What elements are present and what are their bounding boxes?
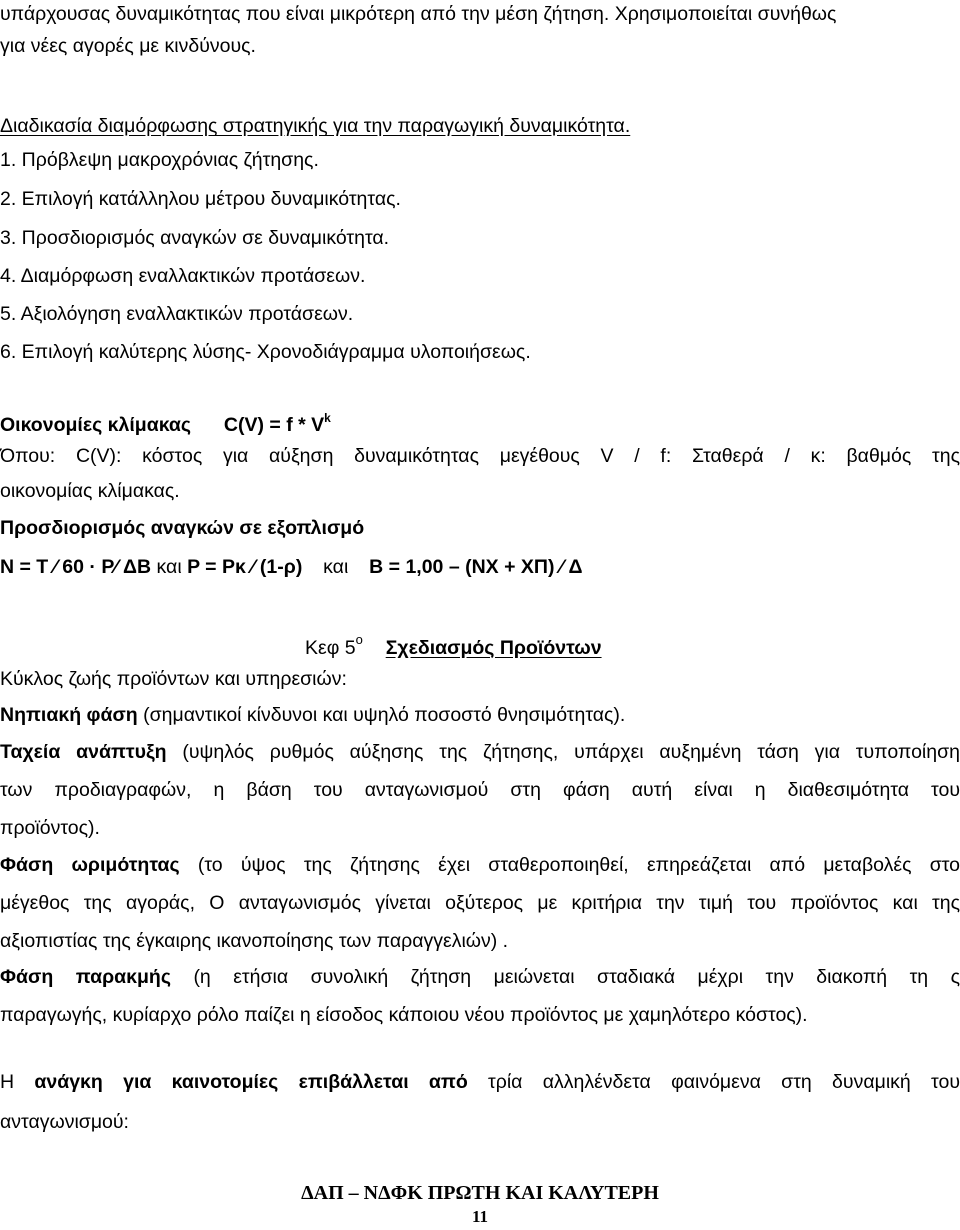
process-step-1: 1. Πρόβλεψη μακροχρόνιας ζήτησης. (0, 149, 319, 171)
lifecycle-intro: Κύκλος ζωής προϊόντων και υπηρεσιών: (0, 668, 347, 690)
phase-maturity-line-2: μέγεθος της αγοράς, Ο ανταγωνισμός γίνεται οξύτερος με κριτήρια την τιμή του προϊόντος και της (0, 892, 960, 914)
chapter-heading (305, 628, 602, 660)
infancy-text: (σημαντικοί κίνδυνοι και υψηλό ποσοστό θνησιμότητας). (137, 704, 626, 726)
innovation-pre: Η (0, 1071, 35, 1093)
infancy-term: Νηπιακή φάση (0, 704, 138, 726)
scale-heading: Οικονομίες κλίμακας (0, 414, 192, 436)
phase-growth-line-1 (0, 740, 960, 764)
scale-heading-line (0, 406, 331, 437)
chapter-label-sup: ο (355, 632, 363, 647)
process-step-2: 2. Επιλογή κατάλληλου μέτρου δυναμικότητας. (0, 188, 401, 210)
where-word: μεγέθους (499, 445, 580, 467)
process-step-4: 4. Διαμόρφωση εναλλακτικών προτάσεων. (0, 265, 366, 287)
phase-growth-line-3: προϊόντος). (0, 817, 100, 839)
growth-term: Ταχεία ανάπτυξη (0, 741, 167, 763)
phase-decline-line-1 (0, 965, 960, 989)
scale-formula-exponent: k (324, 411, 331, 425)
scale-where-line-2: οικονομίας κλίμακας. (0, 480, 180, 502)
maturity-term: Φάση ωριμότητας (0, 854, 180, 876)
where-word: Όπου: (0, 445, 56, 467)
where-word: κ: (810, 445, 826, 467)
phase-infancy (0, 703, 625, 727)
growth-text-1: (υψηλός ρυθμός αύξησης της ζήτησης, υπάρχει αυξημένη τάση για τυποποίηση (166, 741, 960, 763)
formula-p: P = Pκ ⁄ (1-ρ) (187, 556, 303, 578)
maturity-text-1: (το ύψος της ζήτησης έχει σταθεροποιηθεί, επηρεάζεται από μεταβολές στο (179, 854, 960, 876)
formula-b: B = 1,00 – (NX + XΠ) ⁄ Δ (369, 556, 583, 578)
and-label-1: και (156, 556, 182, 578)
innovation-line-1 (0, 1070, 960, 1094)
decline-term: Φάση παρακμής (0, 966, 171, 988)
where-word: / (634, 445, 640, 467)
where-word: V (600, 445, 614, 467)
where-word: για (222, 445, 249, 467)
innovation-bold: ανάγκη για καινοτομίες επιβάλλεται από (34, 1071, 468, 1093)
intro-line-1: υπάρχουσας δυναμικότητας που είναι μικρότερη από την μέση ζήτηση. Χρησιμοποιείται συνήθως (0, 3, 837, 25)
innovation-post: τρία αλληλένδετα φαινόμενα στη δυναμική του (467, 1071, 960, 1093)
where-word: κόστος (142, 445, 203, 467)
decline-text-1: (η ετήσια συνολική ζήτηση μειώνεται σταδιακά μέχρι την διακοπή τη ς (170, 966, 960, 988)
phase-decline-line-2: παραγωγής, κυρίαρχο ρόλο παίζει η είσοδος κάποιου νέου προϊόντος με χαμηλότερο κόστος). (0, 1004, 808, 1026)
where-word: f: (660, 445, 672, 467)
phase-maturity-line-1 (0, 853, 960, 877)
and-label-2: και (323, 556, 349, 578)
equipment-heading: Προσδιορισμός αναγκών σε εξοπλισμό (0, 517, 365, 539)
where-word: της (932, 445, 960, 467)
innovation-line-2: ανταγωνισμού: (0, 1111, 129, 1133)
where-word: αύξηση (269, 445, 334, 467)
process-step-6: 6. Επιλογή καλύτερης λύσης- Χρονοδιάγραμμα υλοποιήσεως. (0, 341, 531, 363)
chapter-label: Κεφ 5 (305, 637, 356, 659)
chapter-title: Σχεδιασμός Προϊόντων (385, 637, 602, 659)
scale-formula: C(V) = f * V (223, 414, 325, 436)
where-word: δυναμικότητας (354, 445, 479, 467)
phase-growth-line-2: των προδιαγραφών, η βάση του ανταγωνισμού στη φάση αυτή είναι η διαθεσιμότητα του (0, 779, 960, 801)
process-step-5: 5. Αξιολόγηση εναλλακτικών προτάσεων. (0, 303, 354, 325)
formula-n: N = T ⁄ 60 · P⁄ ΔB (0, 556, 152, 578)
where-word: / (784, 445, 790, 467)
phase-maturity-line-3: αξιοπιστίας της έγκαιρης ικανοποίησης των παραγγελιών) . (0, 930, 509, 952)
equipment-formula (0, 555, 583, 579)
intro-line-2: για νέες αγορές με κινδύνους. (0, 35, 256, 57)
page-number: 11 (471, 1207, 489, 1226)
where-word: Σταθερά (691, 445, 764, 467)
where-word: βαθμός (846, 445, 912, 467)
process-heading: Διαδικασία διαμόρφωσης στρατηγικής για την παραγωγική δυναμικότητα. (0, 115, 631, 137)
scale-where-line-1 (0, 444, 960, 468)
footer-title: ΔΑΠ – ΝΔΦΚ ΠΡΩΤΗ ΚΑΙ ΚΑΛΥΤΕΡΗ (301, 1182, 659, 1204)
where-word: C(V): (75, 445, 122, 467)
process-step-3: 3. Προσδιορισμός αναγκών σε δυναμικότητα. (0, 227, 390, 249)
